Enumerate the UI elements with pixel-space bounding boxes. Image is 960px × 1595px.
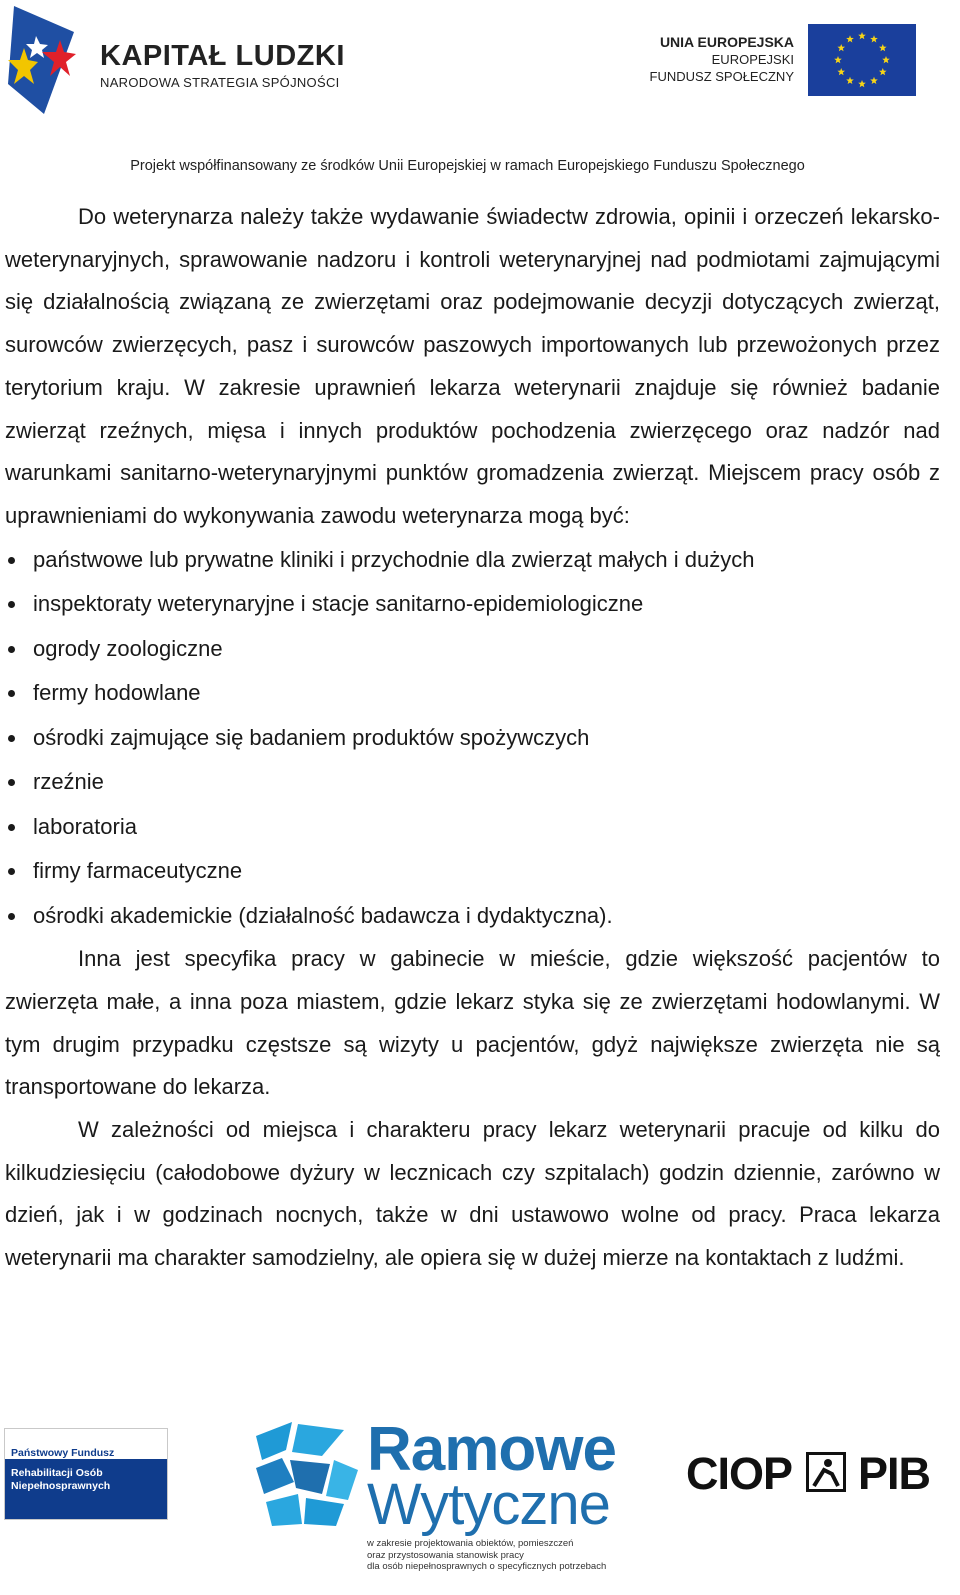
pfron-line-3: Niepełnosprawnych [11, 1480, 111, 1492]
rw-note-line-1: w zakresie projektowania obiektów, pomieszczeń [367, 1538, 574, 1549]
pfron-line-2: Rehabilitacji Osób [11, 1467, 103, 1479]
eu-flag-icon [808, 24, 916, 96]
list-item: inspektoraty weterynaryjne i stacje sanitarno-epidemiologiczne [5, 582, 940, 627]
rw-note-line-2: oraz przystosowania stanowisk pracy [367, 1549, 524, 1561]
page-header [0, 0, 960, 185]
ramowe-wytyczne-note [367, 1538, 606, 1573]
kapital-ludzki-subtitle: NARODOWA STRATEGIA SPÓJNOŚCI [100, 75, 340, 90]
kapital-ludzki-title: KAPITAŁ LUDZKI [100, 40, 345, 72]
list-item: ośrodki akademickie (działalność badawcza i dydaktyczna). [5, 894, 940, 939]
list-item: laboratoria [5, 805, 940, 850]
pfron-logo [4, 1428, 168, 1520]
paragraph-duties: Do weterynarza należy także wydawanie świadectw zdrowia, opinii i orzeczeń lekarsko-weterynaryjnych, sprawowanie nadzoru i kontroli weterynaryjnej nad podmiotami zajmującymi się działalnością związaną ze zwierzętami oraz podejmowanie decyzji dotyczących zwierząt, surowców zwierzęcych, pasz i surowców paszowych importowanych lub przewożonych przez terytorium kraju. W zakresie uprawnień lekarza weterynarii znajduje się również badanie zwierząt rzeźnych, mięsa i innych produktów pochodzenia zwierzęcego oraz nadzór nad warunkami sanitarno-weterynaryjnymi punktów gromadzenia zwierząt. Miejscem pracy osób z uprawnieniami do wykonywania zawodu weterynarza mogą być: [5, 204, 940, 528]
list-item: ośrodki zajmujące się badaniem produktów spożywczych [5, 716, 940, 761]
list-item: państwowe lub prywatne kliniki i przychodnie dla zwierząt małych i dużych [5, 538, 940, 583]
list-item: rzeźnie [5, 760, 940, 805]
list-item: fermy hodowlane [5, 671, 940, 716]
rw-note-line-3: dla osób niepełnosprawnych o specyficznych potrzebach [367, 1561, 607, 1572]
ramowe-wytyczne-logo-icon [252, 1420, 360, 1528]
eu-line-1: UNIA EUROPEJSKA [659, 34, 794, 50]
pfron-lines [5, 1459, 167, 1519]
eu-fund-label [650, 34, 794, 85]
eu-line-2: EUROPEJSKI [711, 52, 794, 67]
workplace-list [5, 538, 940, 939]
eu-line-3: FUNDUSZ SPOŁECZNY [649, 69, 794, 84]
cofinancing-note: Projekt współfinansowany ze środków Unii Europejskiej w ramach Europejskiego Funduszu Społecznego [130, 158, 805, 174]
paragraph-specifics: Inna jest specyfika pracy w gabinecie w mieście, gdzie większość pacjentów to zwierzęta małe, a inna poza miastem, gdzie lekarz styka się ze zwierzętami hodowlanymi. W tym drugim przypadku częstsze są wizyty u pacjentów, gdyż największe zwierzęta nie są transportowane do lekarza. [5, 946, 940, 1100]
kapital-ludzki-logo-icon [4, 4, 76, 116]
pfron-line-1: Państwowy Fundusz [5, 1429, 167, 1459]
document-body [5, 196, 940, 1280]
paragraph-work-hours: W zależności od miejsca i charakteru pracy lekarz weterynarii pracuje od kilku do kilkudziesięciu (całodobowe dyżury w lecznicach czy szpitalach) godzin dziennie, zarówno w dzień, jak i w godzinach nocnych, także w dni ustawowo wolne od pracy. Praca lekarza weterynarii ma charakter samodzielny, ale opiera się w dużej mierze na kontaktach z ludźmi. [5, 1116, 940, 1271]
ciop-logo-text: CIOP [686, 1448, 793, 1499]
ciop-pib-figure-icon [806, 1452, 846, 1492]
list-item: firmy farmaceutyczne [5, 849, 940, 894]
pib-logo-text: PIB [858, 1448, 931, 1499]
wytyczne-title: Wytyczne [367, 1472, 610, 1537]
list-item: ogrody zoologiczne [5, 627, 940, 672]
ramowe-title: Ramowe [367, 1415, 616, 1484]
